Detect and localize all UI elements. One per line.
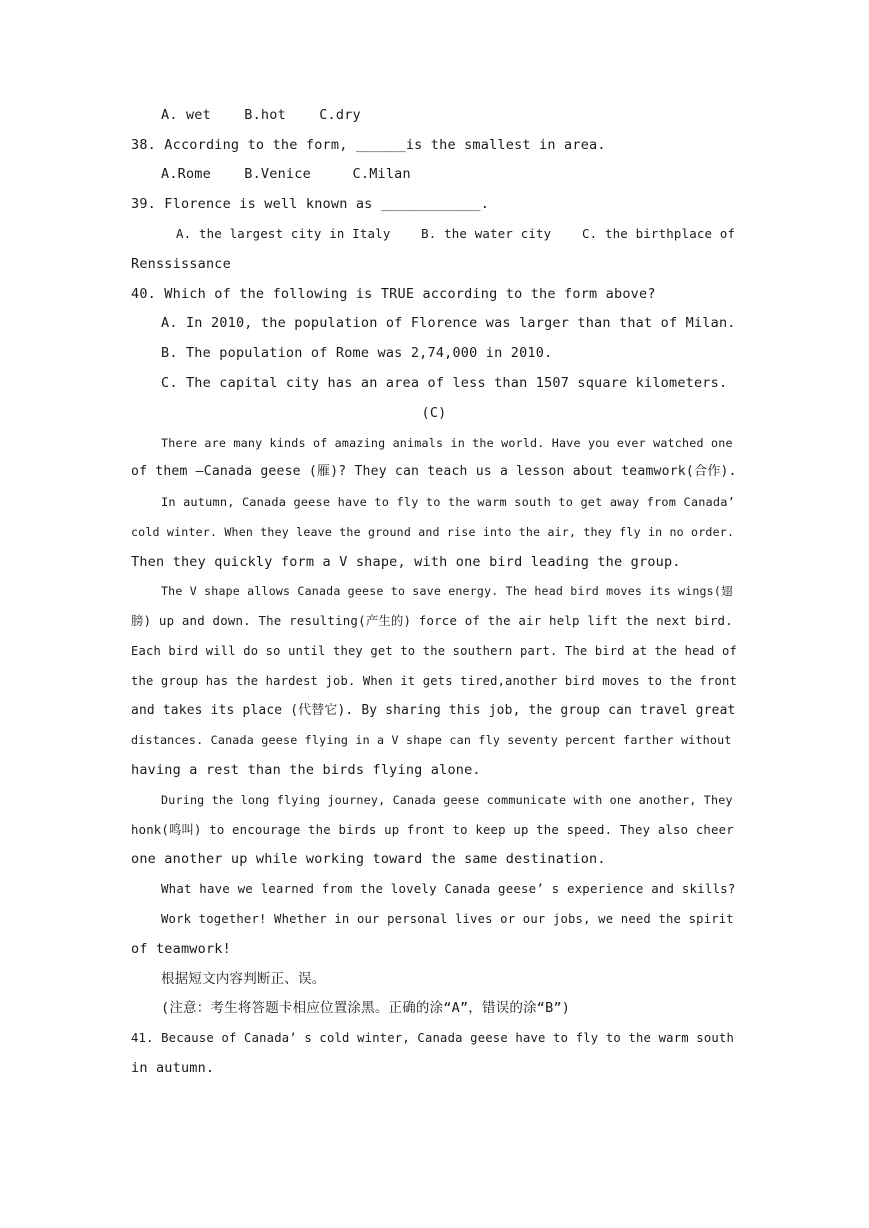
- q40-option-b: B. The population of Rome was 2,74,000 in 2010.: [161, 345, 553, 361]
- q41-line2: in autumn.: [131, 1060, 215, 1076]
- passage-p3-line3: Each bird will do so until they get to the southern part. The bird at the head of: [131, 644, 737, 658]
- section-c-heading: (C): [421, 405, 447, 421]
- passage-p3-line6: distances. Canada geese flying in a V shape can fly seventy percent farther without: [131, 733, 732, 747]
- q40-question: 40. Which of the following is TRUE according to the form above?: [131, 286, 656, 302]
- q37-options: A. wet B.hot C.dry: [161, 107, 361, 123]
- passage-p6-line1: Work together! Whether in our personal lives or our jobs, we need the spirit: [161, 912, 734, 926]
- passage-p3-line1: The V shape allows Canada geese to save energy. The head bird moves its wings(翅: [161, 584, 733, 598]
- instructions-line2: (注意：考生将答题卡相应位置涂黑。正确的涂“A”，错误的涂“B”): [161, 1000, 571, 1016]
- passage-p3-line5: and takes its place (代替它). By sharing this job, the group can travel great: [131, 703, 736, 718]
- q39-options-line2: Renssissance: [131, 256, 231, 272]
- q40-option-c: C. The capital city has an area of less than 1507 square kilometers.: [161, 375, 728, 391]
- passage-p3-line7: having a rest than the birds flying alone.: [131, 762, 481, 778]
- q38-question: 38. According to the form, ______is the smallest in area.: [131, 137, 606, 153]
- passage-p1-line2: of them —Canada geese (雁)? They can teach us a lesson about teamwork(合作).: [131, 464, 737, 479]
- passage-p4-line3: one another up while working toward the same destination.: [131, 851, 606, 867]
- passage-p6-line2: of teamwork!: [131, 941, 231, 957]
- passage-p1-line1: There are many kinds of amazing animals in the world. Have you ever watched one: [161, 436, 733, 450]
- passage-p5-line1: What have we learned from the lovely Canada geese’ s experience and skills?: [161, 881, 736, 896]
- passage-p4-line1: During the long flying journey, Canada geese communicate with one another, They: [161, 793, 733, 807]
- instructions-line1: 根据短文内容判断正、误。: [161, 971, 326, 987]
- q41-line1: 41. Because of Canada’ s cold winter, Canada geese have to fly to the warm south: [131, 1031, 734, 1045]
- passage-p3-line4: the group has the hardest job. When it gets tired,another bird moves to the front: [131, 674, 737, 688]
- passage-p2-line3: Then they quickly form a V shape, with one bird leading the group.: [131, 554, 681, 570]
- passage-p4-line2: honk(鸣叫) to encourage the birds up front to keep up the speed. They also cheer: [131, 823, 734, 837]
- passage-p3-line2: 膀) up and down. The resulting(产生的) force of the air help lift the next bird.: [131, 613, 733, 628]
- passage-p2-line1: In autumn, Canada geese have to fly to the warm south to get away from Canada’: [161, 495, 735, 509]
- q39-question: 39. Florence is well known as ____________.: [131, 196, 490, 212]
- passage-p2-line2: cold winter. When they leave the ground and rise into the air, they fly in no order.: [131, 525, 735, 539]
- q40-option-a: A. In 2010, the population of Florence was larger than that of Milan.: [161, 315, 736, 331]
- q39-options-line1: A. the largest city in Italy B. the water city C. the birthplace of: [176, 226, 736, 241]
- q38-options: A.Rome B.Venice C.Milan: [161, 166, 411, 182]
